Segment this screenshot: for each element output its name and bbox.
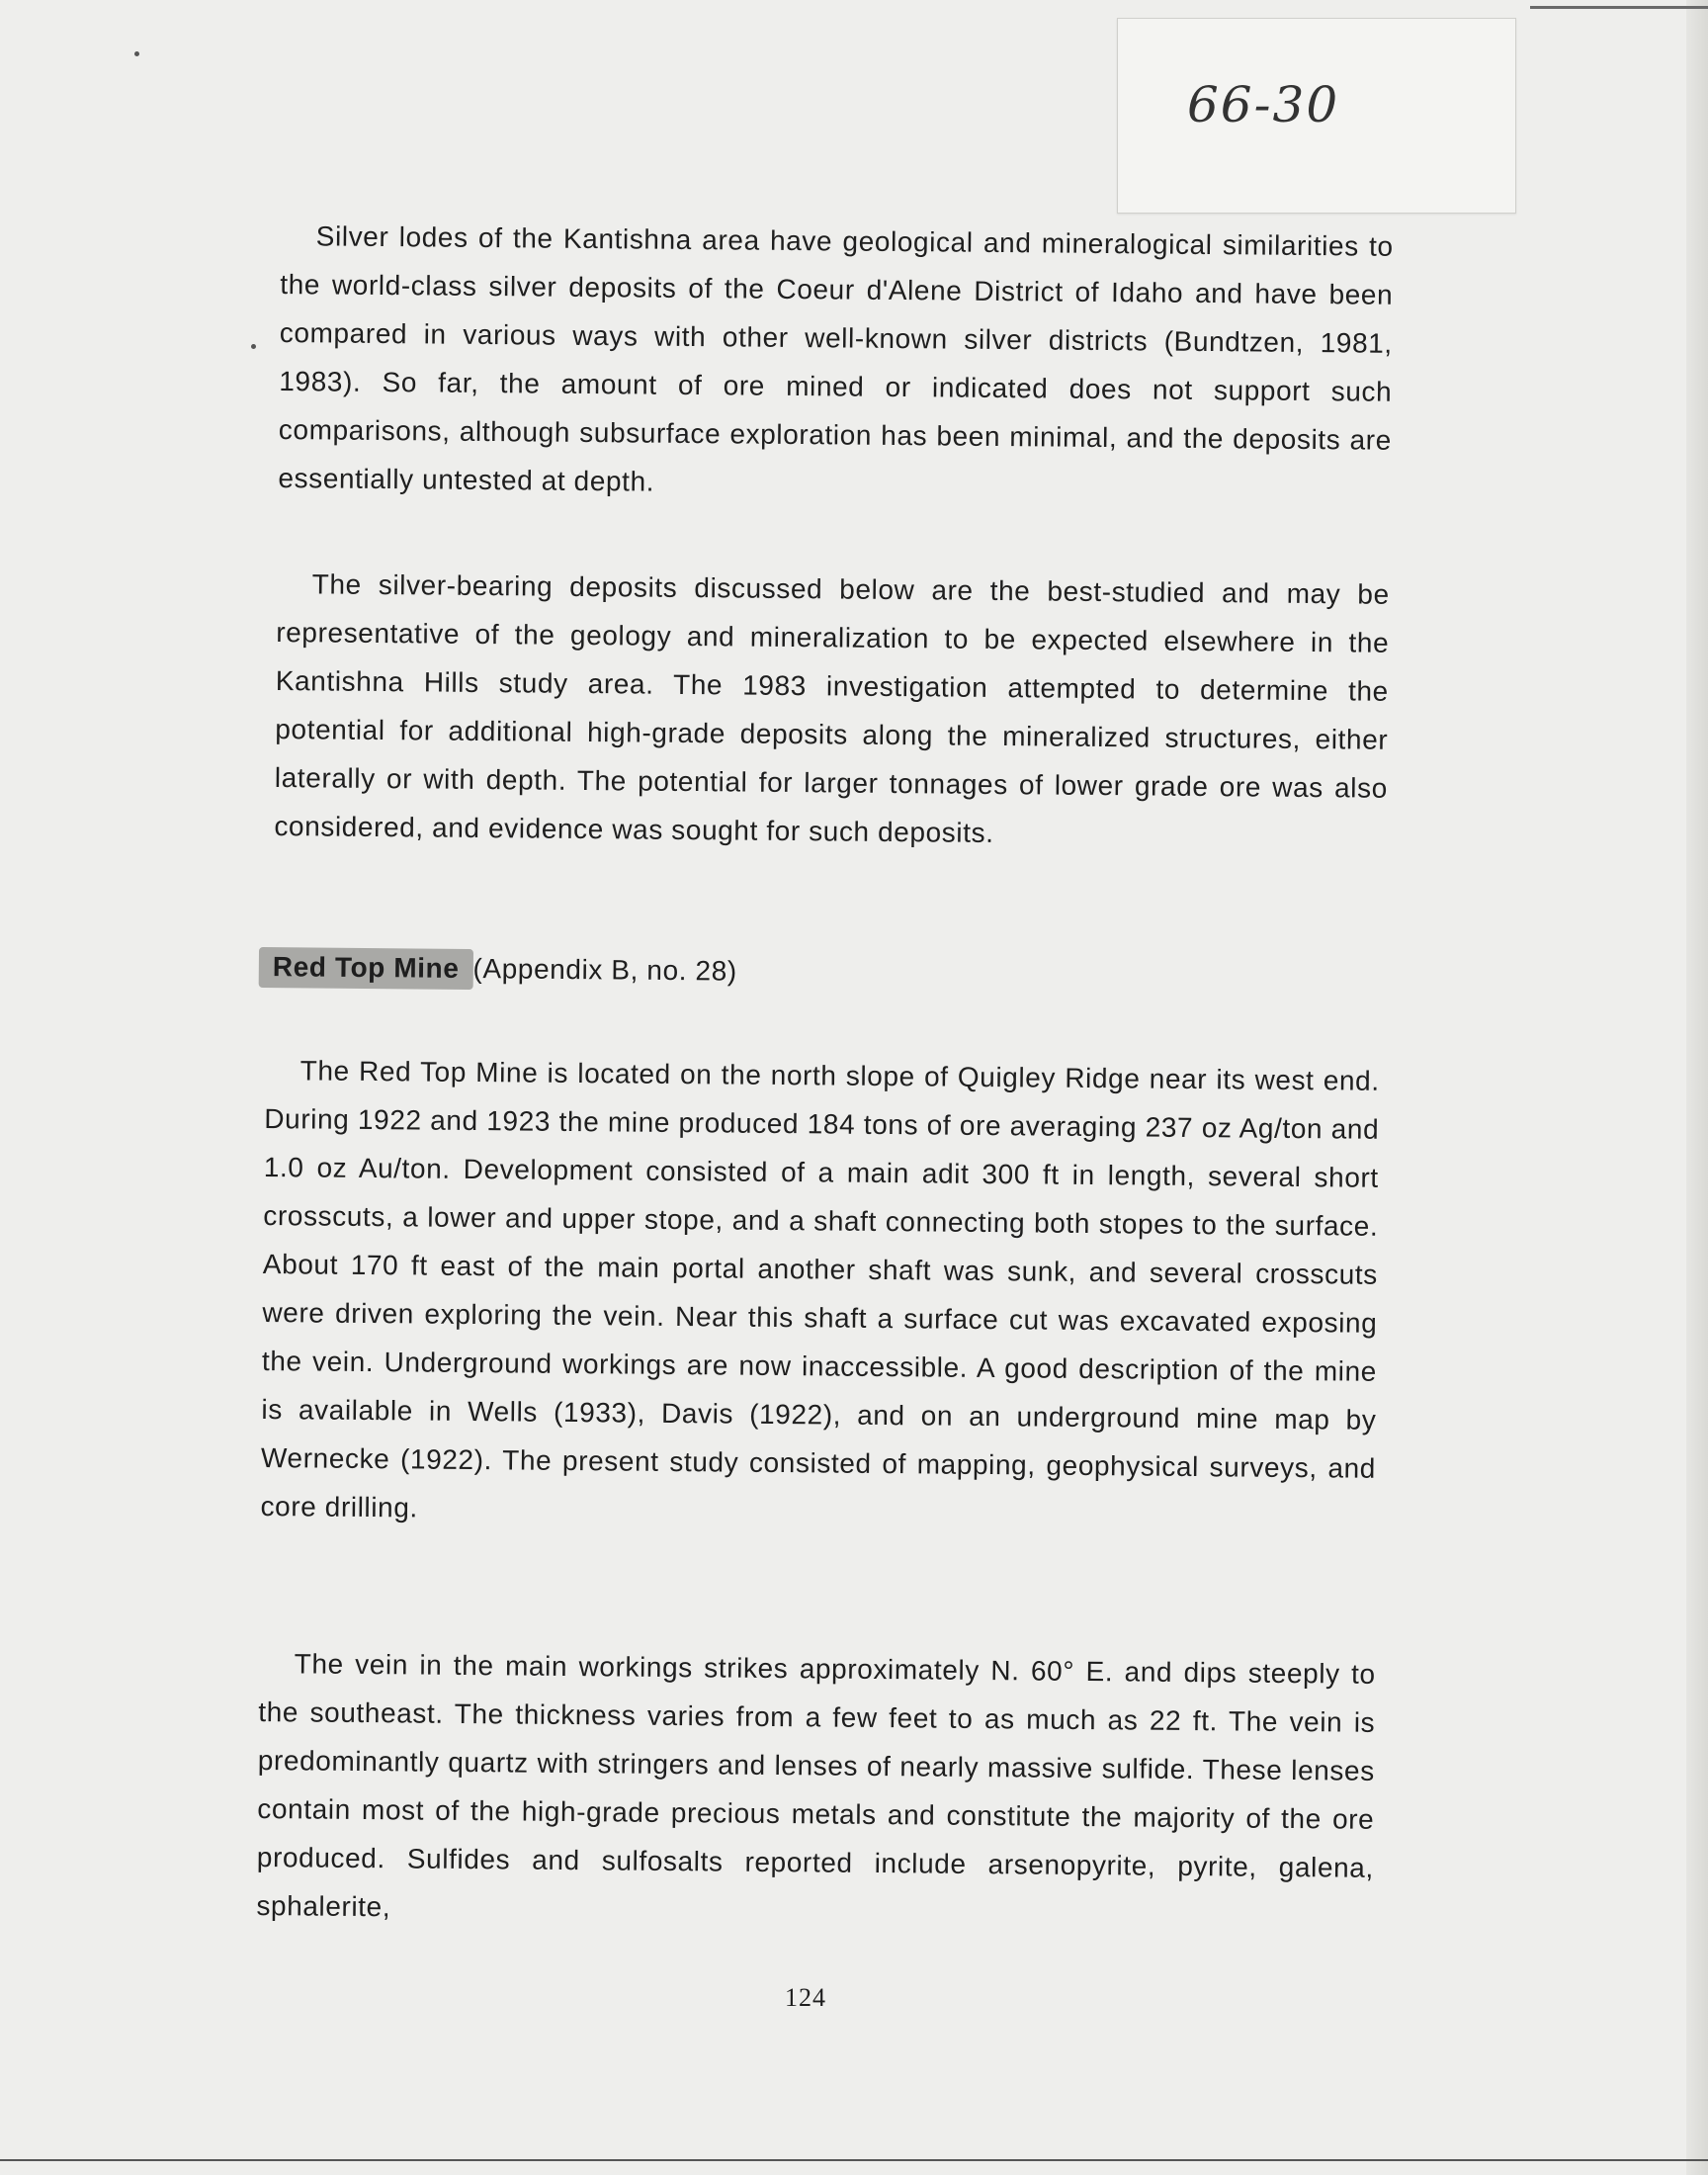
paragraph-text: Silver lodes of the Kantishna area have geological and mineralogical similarities to the world-class silver deposits of the Coeur d'Alene District of Idaho and have been compared in various ways with other well-known silver districts (Bundtzen, 1981, 1983). So far, the amount of ore mined or indicated does not support such comparisons, although subsurface exploration has been minimal, and the deposits are essentially untested at depth. [278, 220, 1394, 497]
heading-reference: (Appendix B, no. 28) [472, 953, 737, 987]
paragraph-silver-lodes [278, 212, 1394, 513]
paragraph-silver-bearing-deposits [274, 560, 1390, 861]
paragraph-text: The Red Top Mine is located on the north slope of Quigley Ridge near its west end. During 1922 and 1923 the mine produced 184 tons of ore averaging 237 oz Ag/ton and 1.0 oz Au/ton. Development consisted of a main adit 300 ft in length, several short crosscuts, a lower and upper stope, and a shaft connecting both stopes to the surface. About 170 ft east of the main portal another shaft was sunk, and several crosscuts were driven exploring the vein. Near this shaft a surface cut was excavated exposing the vein. Underground workings are now inaccessible. A good description of the mine is available in Wells (1933), Davis (1922), and on an underground mine map by Wernecke (1922). The present study consisted of mapping, geophysical surveys, and core drilling. [260, 1055, 1380, 1523]
paragraph-text: The silver-bearing deposits discussed below are the best-studied and may be representative of the geology and mineralization to be expected elsewhere in the Kantishna Hills study area. The 1983 investigation attempted to determine the potential for additional high-grade deposits along the mineralized structures, either laterally or with depth. The potential for larger tonnages of lower grade ore was also considered, and evidence was sought for such deposits. [274, 568, 1390, 848]
paragraph-text: The vein in the main workings strikes approximately N. 60° E. and dips steeply to the southeast. The thickness varies from a few feet to as much as 22 ft. The vein is predominantly quartz with stringers and lenses of nearly massive sulfide. These lenses contain most of the high-grade precious metals and constitute the majority of the ore produced. Sulfides and sulfosalts reported include arsenopyrite, pyrite, galena, sphalerite, [256, 1648, 1376, 1923]
section-heading [259, 951, 737, 988]
highlighted-heading-title: Red Top Mine [259, 947, 473, 990]
paragraph-red-top-mine [260, 1046, 1380, 1541]
paragraph-vein-description [256, 1639, 1376, 1941]
page-number: 124 [785, 1983, 826, 2012]
handwritten-label: 66-30 [1187, 76, 1340, 133]
